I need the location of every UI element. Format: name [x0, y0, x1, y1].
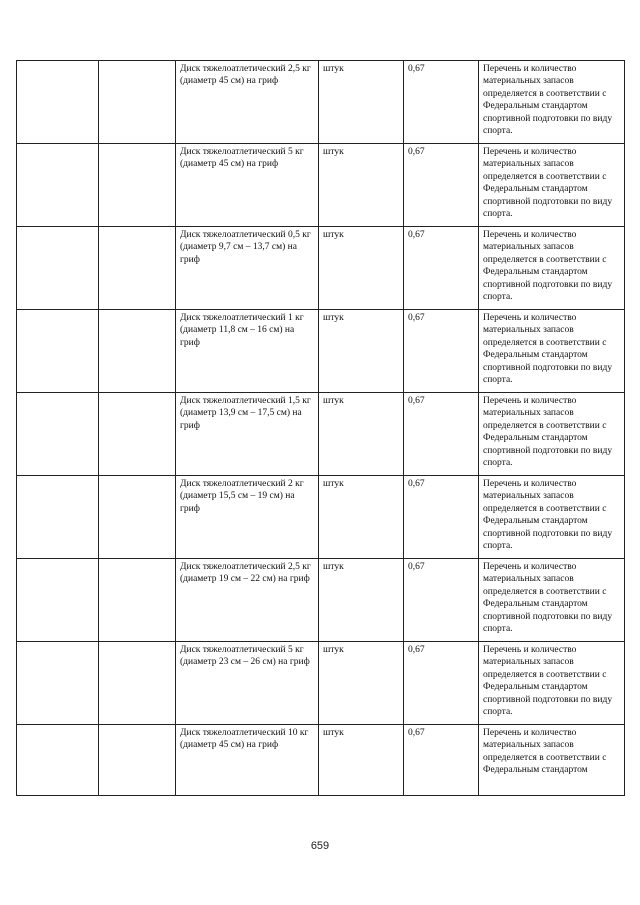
unit-cell: штук [319, 144, 404, 227]
empty-cell [99, 310, 176, 393]
empty-cell [17, 61, 99, 144]
table-row [17, 642, 625, 725]
item-name-cell: Диск тяжелоатлетический 5 кг (диаметр 23 см – 26 см) на гриф [176, 642, 319, 725]
unit-cell: штук [319, 61, 404, 144]
note-cell: Перечень и количество материальных запасов определяется в соответствии с Федеральным стандартом спортивной подготовки по виду спорта. [479, 559, 625, 642]
quantity-cell: 0,67 [404, 227, 479, 310]
empty-cell [99, 476, 176, 559]
table-row [17, 227, 625, 310]
quantity-cell: 0,67 [404, 559, 479, 642]
empty-cell [17, 559, 99, 642]
table-row [17, 393, 625, 476]
quantity-cell: 0,67 [404, 310, 479, 393]
table-row [17, 144, 625, 227]
quantity-cell: 0,67 [404, 144, 479, 227]
table-row [17, 476, 625, 559]
unit-cell: штук [319, 310, 404, 393]
table-row [17, 559, 625, 642]
item-name-cell: Диск тяжелоатлетический 2,5 кг (диаметр 45 см) на гриф [176, 61, 319, 144]
item-name-cell: Диск тяжелоатлетический 1,5 кг (диаметр 13,9 см – 17,5 см) на гриф [176, 393, 319, 476]
empty-cell [17, 725, 99, 796]
unit-cell: штук [319, 393, 404, 476]
empty-cell [17, 393, 99, 476]
item-name-cell: Диск тяжелоатлетический 5 кг (диаметр 45 см) на гриф [176, 144, 319, 227]
unit-cell: штук [319, 725, 404, 796]
note-cell: Перечень и количество материальных запасов определяется в соответствии с Федеральным стандартом спортивной подготовки по виду спорта. [479, 476, 625, 559]
empty-cell [99, 227, 176, 310]
quantity-cell: 0,67 [404, 476, 479, 559]
quantity-cell: 0,67 [404, 642, 479, 725]
note-cell: Перечень и количество материальных запасов определяется в соответствии с Федеральным стандартом спортивной подготовки по виду спорта. [479, 61, 625, 144]
empty-cell [99, 642, 176, 725]
table-row [17, 725, 625, 796]
item-name-cell: Диск тяжелоатлетический 2 кг (диаметр 15,5 см – 19 см) на гриф [176, 476, 319, 559]
empty-cell [99, 725, 176, 796]
unit-cell: штук [319, 227, 404, 310]
note-cell: Перечень и количество материальных запасов определяется в соответствии с Федеральным стандартом [479, 725, 625, 796]
table-row [17, 310, 625, 393]
empty-cell [17, 144, 99, 227]
note-cell: Перечень и количество материальных запасов определяется в соответствии с Федеральным стандартом спортивной подготовки по виду спорта. [479, 642, 625, 725]
unit-cell: штук [319, 642, 404, 725]
table-row [17, 61, 625, 144]
note-cell: Перечень и количество материальных запасов определяется в соответствии с Федеральным стандартом спортивной подготовки по виду спорта. [479, 227, 625, 310]
empty-cell [99, 393, 176, 476]
empty-cell [17, 476, 99, 559]
note-cell: Перечень и количество материальных запасов определяется в соответствии с Федеральным стандартом спортивной подготовки по виду спорта. [479, 144, 625, 227]
quantity-cell: 0,67 [404, 725, 479, 796]
note-cell: Перечень и количество материальных запасов определяется в соответствии с Федеральным стандартом спортивной подготовки по виду спорта. [479, 393, 625, 476]
page-number: 659 [310, 840, 330, 852]
quantity-cell: 0,67 [404, 61, 479, 144]
quantity-cell: 0,67 [404, 393, 479, 476]
item-name-cell: Диск тяжелоатлетический 0,5 кг (диаметр 9,7 см – 13,7 см) на гриф [176, 227, 319, 310]
item-name-cell: Диск тяжелоатлетический 1 кг (диаметр 11,8 см – 16 см) на гриф [176, 310, 319, 393]
empty-cell [99, 559, 176, 642]
empty-cell [17, 310, 99, 393]
equipment-table [16, 60, 625, 796]
empty-cell [99, 61, 176, 144]
note-cell: Перечень и количество материальных запасов определяется в соответствии с Федеральным стандартом спортивной подготовки по виду спорта. [479, 310, 625, 393]
item-name-cell: Диск тяжелоатлетический 2,5 кг (диаметр 19 см – 22 см) на гриф [176, 559, 319, 642]
empty-cell [17, 227, 99, 310]
empty-cell [17, 642, 99, 725]
item-name-cell: Диск тяжелоатлетический 10 кг (диаметр 45 см) на гриф [176, 725, 319, 796]
unit-cell: штук [319, 559, 404, 642]
empty-cell [99, 144, 176, 227]
unit-cell: штук [319, 476, 404, 559]
